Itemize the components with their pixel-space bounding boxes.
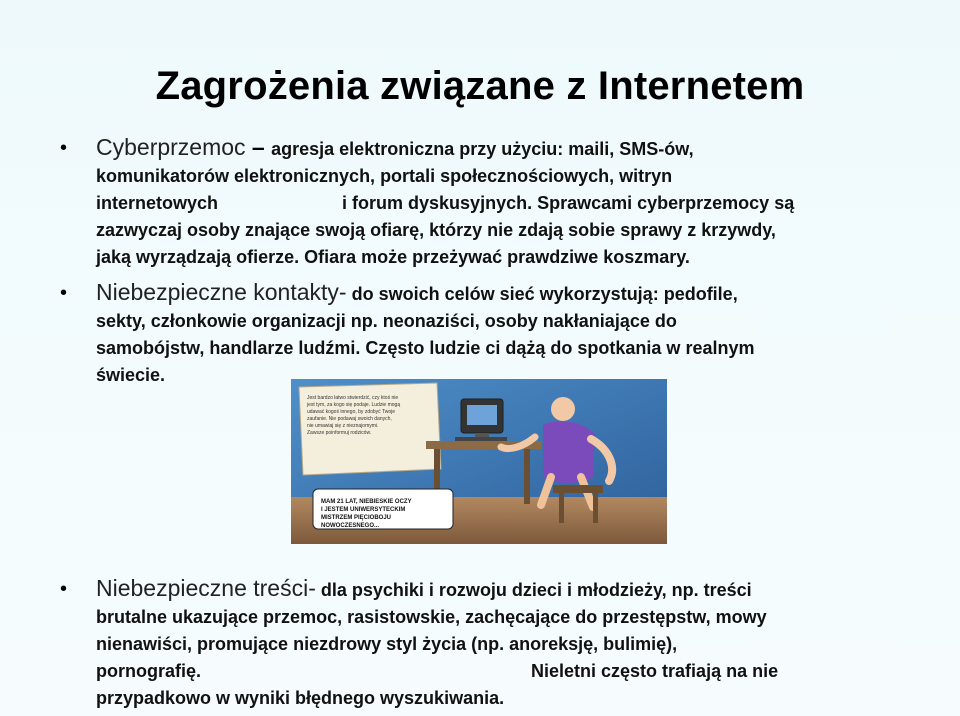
speech-line-3: MISTRZEM PIĘCIOBOJU [321,515,392,521]
bullet-line [96,575,911,604]
bullet-dot-icon: • [60,578,68,600]
bullet-line [96,279,911,308]
bullet-line [96,190,911,217]
bullet-text: brutalne ukazujące przemoc, rasistowskie, zachęcające do przestępstw, mowy [96,607,767,627]
bullet-text: zazwyczaj osoby znające swoją ofiarę, którzy nie zdają sobie sprawy z krzywdy, [96,220,776,240]
bullet-dot-icon: • [60,137,68,159]
bullet-text: świecie. [96,365,166,385]
bullet-lead: Niebezpieczne treści- [96,575,316,601]
illustration-svg [291,379,667,544]
bullet-text: i forum dyskusyjnych. Sprawcami cyberprzemocy są [342,193,795,213]
bullet-text: sekty, członkowie organizacji np. neonaziści, osoby nakłaniające do [96,311,677,331]
illustration-man-at-computer [291,379,667,544]
bullet-dash: – [245,134,272,160]
bullet-text: dla psychiki i rozwoju dzieci i młodzieży, np. treści [320,580,752,600]
bullet-kontakty [60,279,911,389]
bullet-text: komunikatorów elektronicznych, portali społecznościowych, witryn [96,166,673,186]
bullet-tresci [60,575,911,712]
bullet-cyberprzemoc [60,134,911,271]
note-line-5: nie umawiaj się z nieznajomymi. [307,423,379,429]
speech-line-2: I JESTEM UNIWERSYTECKIM [321,507,406,513]
bullet-text: do swoich celów sieć wykorzystują: pedofile, [351,284,738,304]
note-line-1: Jest bardzo łatwo stwierdzić, czy ktoś nie [307,395,399,401]
note-line-6: Zawsze poinformuj rodziców. [307,430,372,436]
bullet-text: przypadkowo w wyniki błędnego wyszukiwania. [96,688,505,708]
slide-title: Zagrożenia związane z Internetem [155,64,805,108]
bullet-line [96,658,911,685]
note-line-4: zaufanie. Nie podawaj swoich danych, [307,416,392,422]
bullet-text: pornografię. [96,661,202,681]
speech-line-1: MAM 21 LAT, NIEBIESKIE OCZY [321,499,412,505]
speech-line-4: NOWOCZESNEGO... [321,523,380,529]
bullet-text: internetowych [96,193,219,213]
bullet-lead: Cyberprzemoc [96,134,246,160]
bullet-text: nienawiści, promujące niezdrowy styl życia (np. anoreksję, bulimię), [96,634,678,654]
note-line-2: jest tym, za kogo się podaje. Ludzie mogą [307,402,401,408]
bullet-lead: Niebezpieczne kontakty- [96,279,347,305]
bullet-text: samobójstw, handlarze ludźmi. Często ludzie ci dążą do spotkania w realnym [96,338,755,358]
bullet-text: jaką wyrządzają ofierze. Ofiara może przeżywać prawdziwe koszmary. [96,247,690,267]
bullet-line [96,134,911,163]
note-line-3: udawać kogoś innego, by zdobyć Twoje [307,409,396,415]
bullet-text: agresja elektroniczna przy użyciu: maili, SMS-ów, [271,139,694,159]
bullet-text: Nieletni często trafiają na nie [531,661,779,681]
bullet-dot-icon: • [60,282,68,304]
